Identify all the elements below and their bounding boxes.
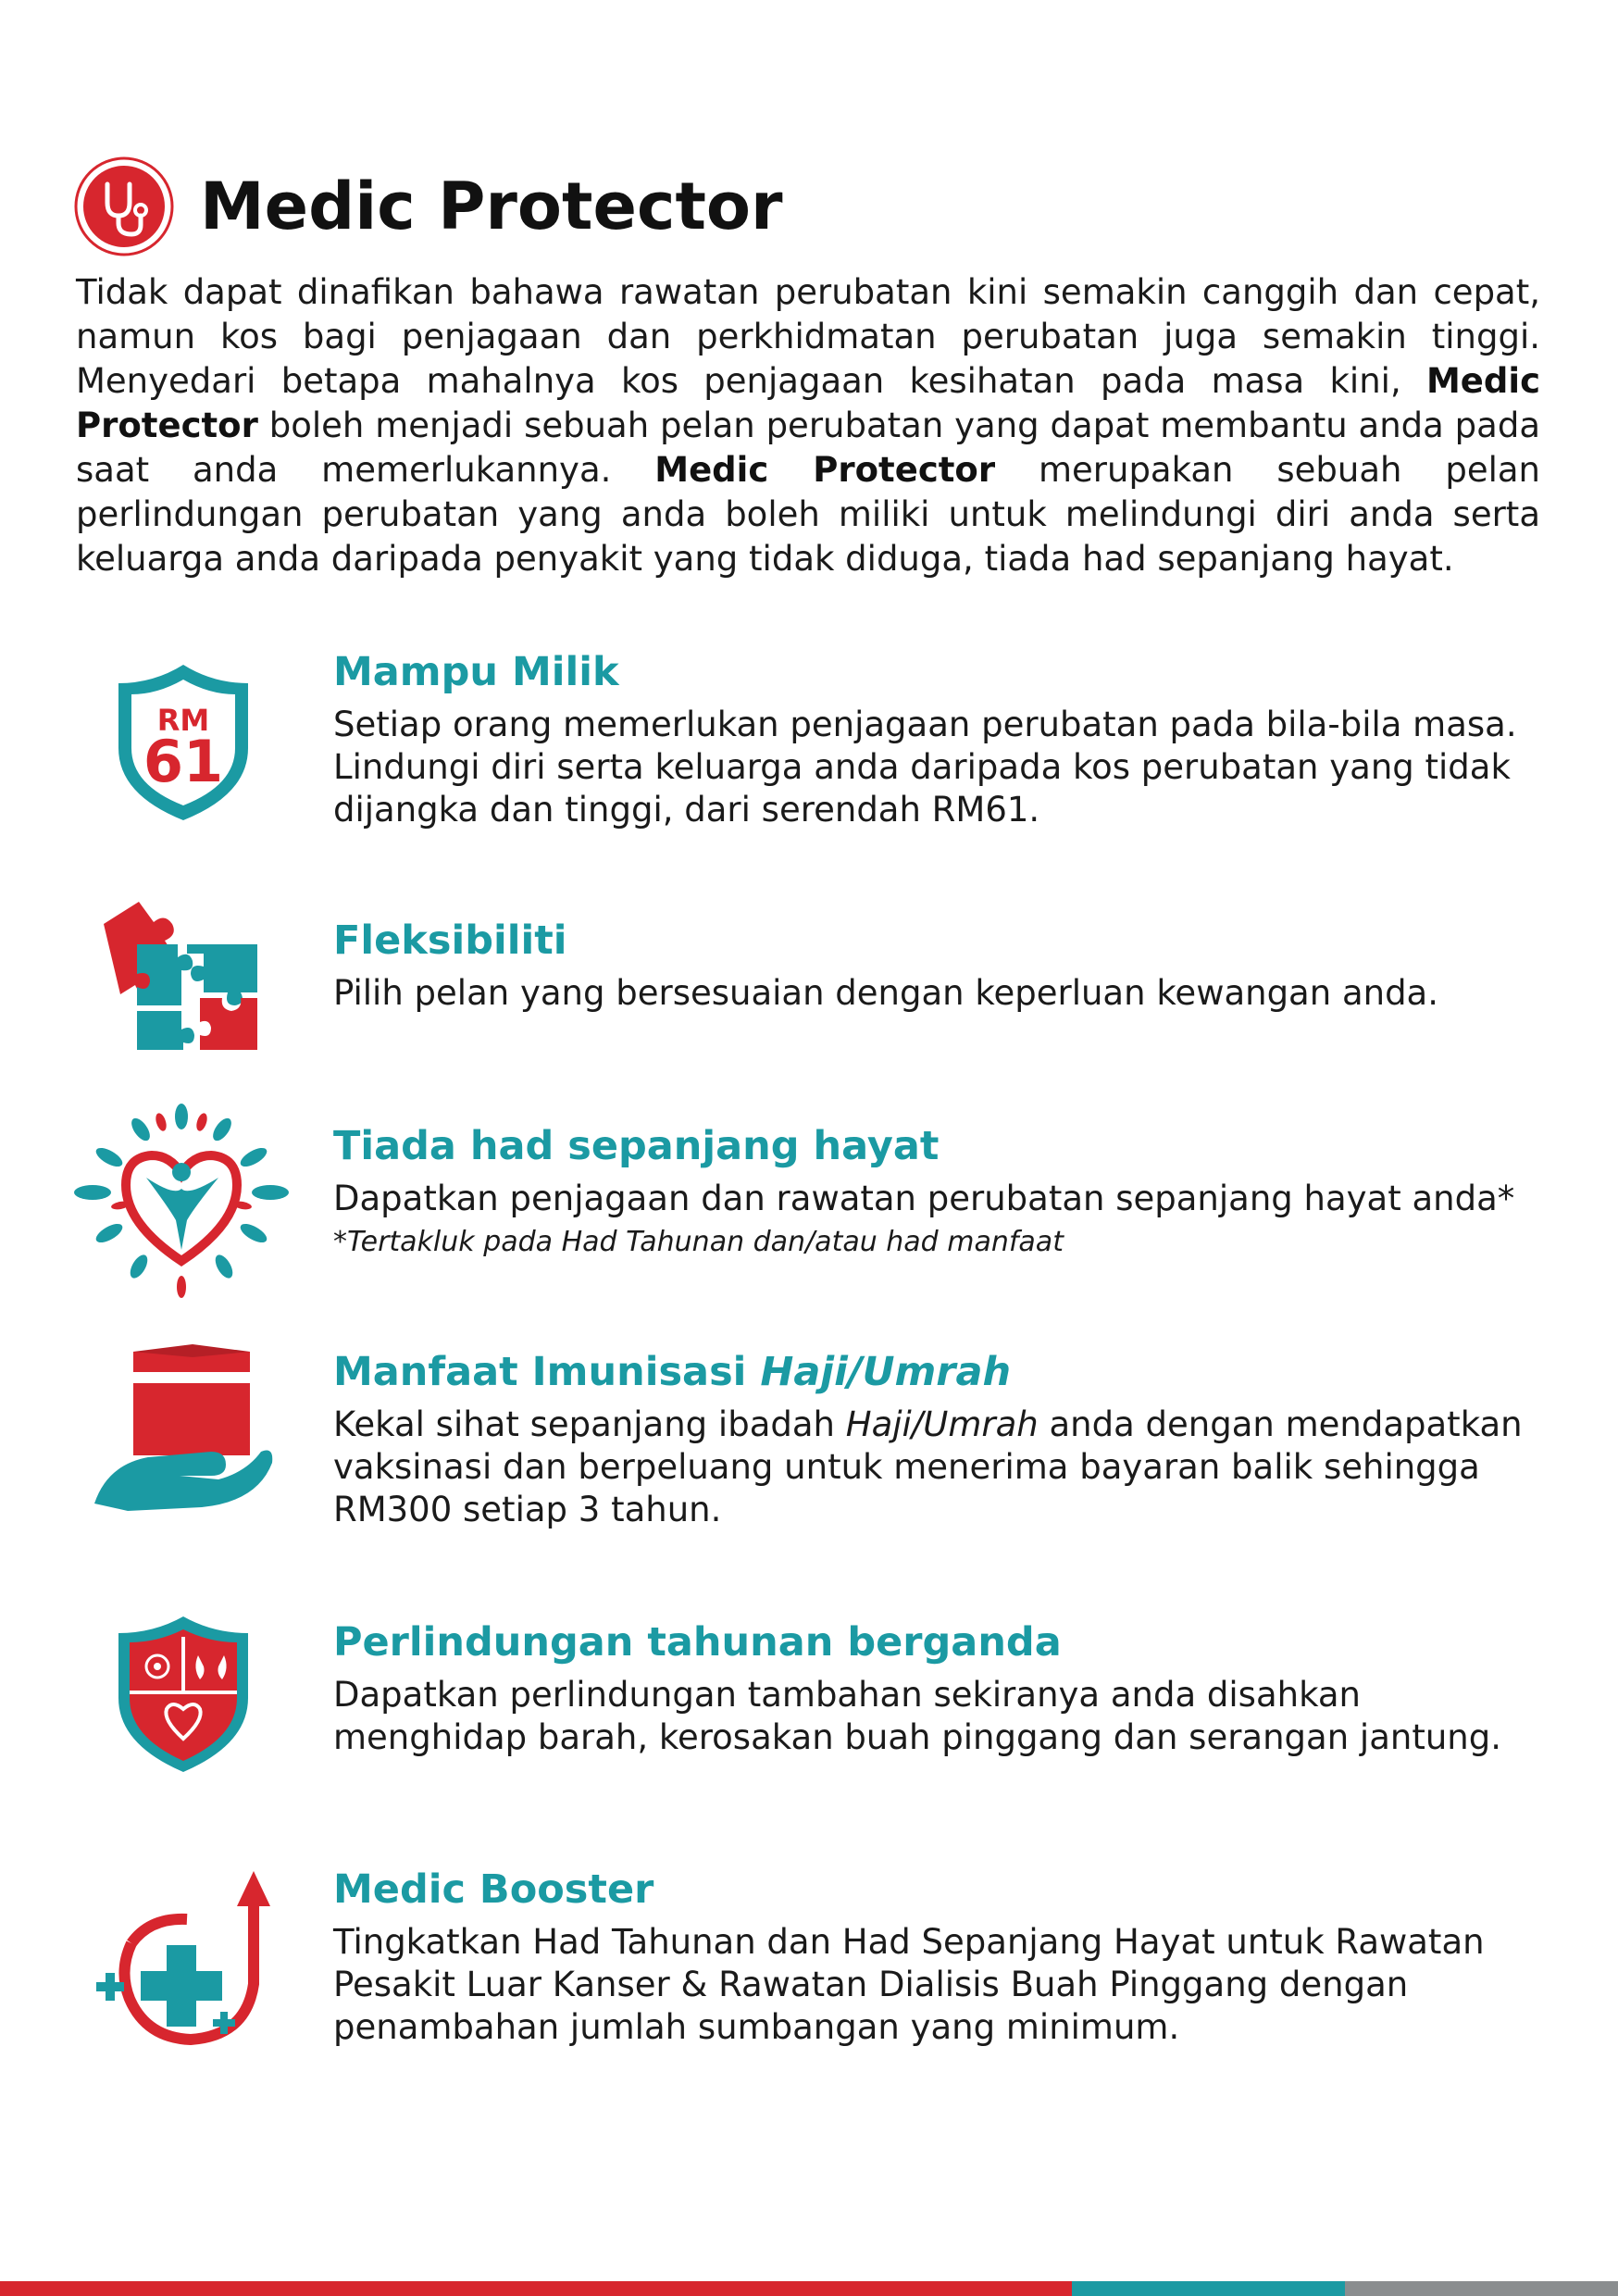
intro-bold-product-2: Medic Protector: [654, 450, 996, 490]
icon-61-text: 61: [143, 728, 224, 795]
intro-paragraph: Tidak dapat dinafikan bahawa rawatan perubatan kini semakin canggih dan cepat, namun kos bagi penjagaan dan perkhidmatan perubatan juga semakin tinggi. Menyedari betapa mahalnya kos penjagaan kesihatan pada masa kini, Medic Protector boleh menjadi sebuah pelan perubatan yang dapat membantu anda pada saat anda memerlukannya. Medic Protector merupakan sebuah pelan perlindungan perubatan yang anda boleh miliki untuk melindungi diri anda serta keluarga anda daripada penyakit yang tidak diduga, tiada had sepanjang hayat.: [76, 272, 1540, 579]
page-title: Medic Protector: [200, 168, 783, 244]
feature-title: Fleksibiliti: [333, 917, 567, 964]
feature-desc: Kekal sihat sepanjang ibadah Haji/Umrah anda dengan mendapatkan vaksinasi dan berpeluang untuk menerima bayaran balik sehingga RM300 setiap 3 tahun.: [333, 1404, 1523, 1529]
feature-desc: Setiap orang memerlukan penjagaan perubatan pada bila-bila masa. Lindungi diri serta keluarga anda daripada kos perubatan yang tidak dijangka dan tinggi, dari serendah RM61.: [333, 705, 1517, 830]
feature-title: Manfaat Imunisasi Haji/Umrah: [333, 1349, 1012, 1395]
footer-bar-teal: [1072, 2281, 1345, 2296]
puzzle-icon: [100, 896, 267, 1052]
footer-bar-grey: [1345, 2281, 1618, 2296]
feature-footnote: *Tertakluk pada Had Tahunan dan/atau had manfaat: [333, 1226, 1064, 1258]
feature-title: Perlindungan tahunan berganda: [333, 1619, 1062, 1666]
feature-desc-italic: Haji/Umrah: [845, 1404, 1039, 1444]
feature-title: Tiada had sepanjang hayat: [333, 1123, 940, 1169]
kaaba-hand-icon: [91, 1344, 276, 1520]
feature-desc: Tingkatkan Had Tahunan dan Had Sepanjang Hayat untuk Rawatan Pesakit Luar Kanser & Rawatan Dialisis Buah Pinggang dengan penambahan jumlah sumbangan yang minimum.: [333, 1922, 1485, 2047]
medical-cross-booster-icon: [94, 1869, 270, 2051]
feature-desc: Pilih pelan yang bersesuaian dengan keperluan kewangan anda.: [333, 973, 1438, 1013]
footer-bar-red: [0, 2281, 1072, 2296]
feature-title-italic: Haji/Umrah: [760, 1349, 1012, 1395]
shield-price-icon: [109, 659, 257, 826]
shield-organs-icon: [109, 1613, 257, 1778]
footer-color-bar: [0, 2281, 1618, 2296]
intro-bold-product: Medic Protector: [76, 361, 1540, 445]
icon-rm-text: RM: [156, 703, 210, 738]
feature-title: Mampu Milik: [333, 649, 619, 695]
page-header: [74, 153, 783, 259]
feature-desc: Dapatkan penjagaan dan rawatan perubatan sepanjang hayat anda*: [333, 1179, 1515, 1218]
feature-title: Medic Booster: [333, 1866, 654, 1913]
feature-desc: Dapatkan perlindungan tambahan sekiranya anda disahkan menghidap barah, kerosakan buah pinggang dan serangan jantung.: [333, 1675, 1501, 1757]
stethoscope-icon: [74, 156, 174, 256]
heart-person-icon: [72, 1104, 291, 1302]
